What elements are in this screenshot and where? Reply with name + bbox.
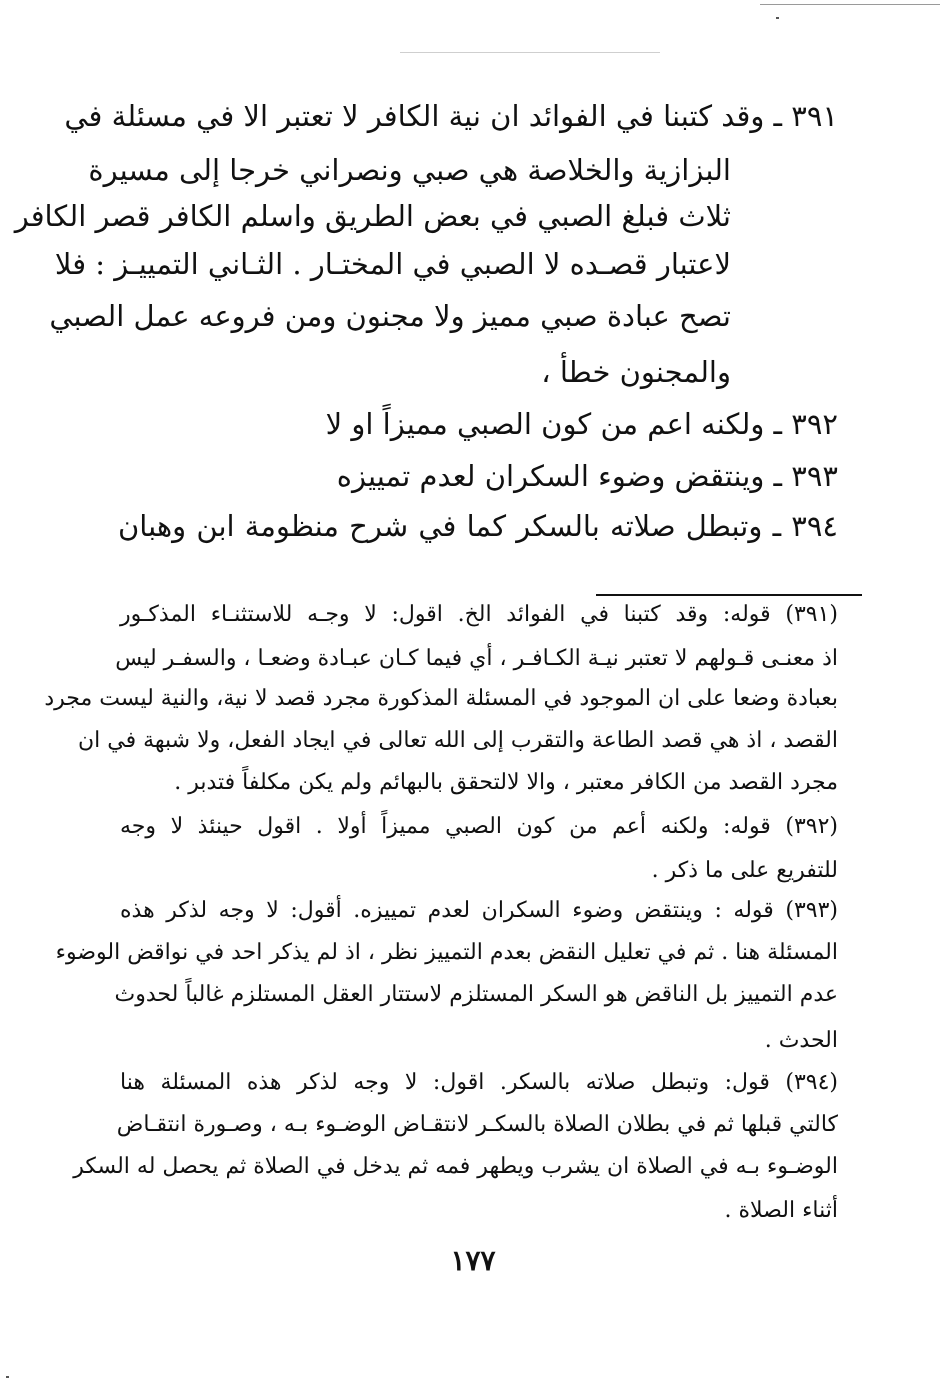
note-392-line-2: للتفريع على ما ذكر .	[651, 858, 838, 883]
note-391-line-1: (٣٩١) قوله: وقد كتبنا في الفوائد الخ. اقول: لا وجـه للاستثنـاء المذكـور	[120, 602, 838, 627]
entry-391-line-3: ثلاث فبلغ الصبي في بعض الطريق واسلم الكافر قصر الكافر	[14, 199, 731, 233]
scan-speck	[776, 17, 779, 19]
entry-392: ٣٩٢ ـ ولكنه اعم من كون الصبي مميزاً او لا	[325, 407, 838, 441]
note-391-line-2: اذ معنـى قـولهم لا تعتبر نيـة الكـافـر ، أي فيما كـان عبـادة وضعـا ، والسفـر ليس	[115, 646, 838, 671]
note-393-line-2: المسئلة هنا . ثم في تعليل النقض بعدم التمييز نظر ، اذ لم يذكر احد في نواقض الوضوء	[55, 940, 838, 965]
entry-391-line-1: ٣٩١ ـ وقد كتبنا في الفوائد ان نية الكافر لا تعتبر الا في مسئلة في	[64, 99, 838, 133]
scan-artifact-line	[400, 52, 660, 53]
note-392-line-1: (٣٩٢) قوله: ولكنه أعم من كون الصبي مميزاً أولا . اقول حينئذ لا وجه	[120, 814, 838, 839]
note-391-line-3: بعبادة وضعا على ان الموجود في المسئلة المذكورة مجرد قصد لا نية، والنية ليست مجرد	[44, 686, 838, 711]
note-394-line-1: (٣٩٤) قول: وتبطل صلاته بالسكر. اقول: لا وجه لذكر هذه المسئلة هنا	[120, 1070, 838, 1095]
entry-391-line-5: تصح عبادة صبي مميز ولا مجنون ومن فروعه عمل الصبي	[49, 299, 731, 333]
footnote-divider	[596, 594, 862, 596]
note-393-line-3: عدم التمييز بل الناقض هو السكر المستلزم لاستتار العقل المستلزم غالباً لحدوث	[114, 982, 838, 1007]
scan-speck	[6, 1376, 9, 1378]
entry-391-line-2: البزازية والخلاصة هي صبي ونصراني خرجا إلى مسيرة	[88, 153, 731, 187]
entry-391-line-4: لاعتبار قصـده لا الصبي في المختـار . الثـاني التمييـز : فلا	[54, 247, 731, 281]
page-number: ١٧٧	[450, 1244, 496, 1277]
note-393-line-4: الحدث .	[764, 1028, 838, 1053]
note-391-line-4: القصد ، اذ هي قصد الطاعة والتقرب إلى الله تعالى في ايجاد الفعل، ولا شبهة في ان	[77, 728, 838, 753]
note-394-line-2: كالتي قبلها ثم في بطلان الصلاة بالسكـر لانتقـاض الوضـوء بـه ، وصـورة انتقـاض	[116, 1112, 838, 1137]
entry-391-line-6: والمجنون خطأ ،	[541, 355, 731, 389]
scan-artifact-line	[760, 4, 940, 5]
note-391-line-5: مجرد القصد من الكافر معتبر ، والا لالتحقق بالبهائم ولم يكن مكلفاً فتدبر .	[174, 770, 838, 795]
entry-393: ٣٩٣ ـ وينتقض وضوء السكران لعدم تمييزه	[336, 459, 838, 493]
entry-394: ٣٩٤ ـ وتبطل صلاته بالسكر كما في شرح منظومة ابن وهبان	[118, 509, 838, 543]
note-394-line-4: أثناء الصلاة .	[724, 1198, 838, 1223]
note-394-line-3: الوضـوء بـه في الصلاة ان يشرب ويطهر فمه ثم يدخل في الصلاة ثم يحصل له السكر	[73, 1154, 838, 1179]
note-393-line-1: (٣٩٣) قوله : وينتقض وضوء السكران لعدم تمييزه. أقول: لا وجه لذكر هذه	[120, 898, 838, 923]
